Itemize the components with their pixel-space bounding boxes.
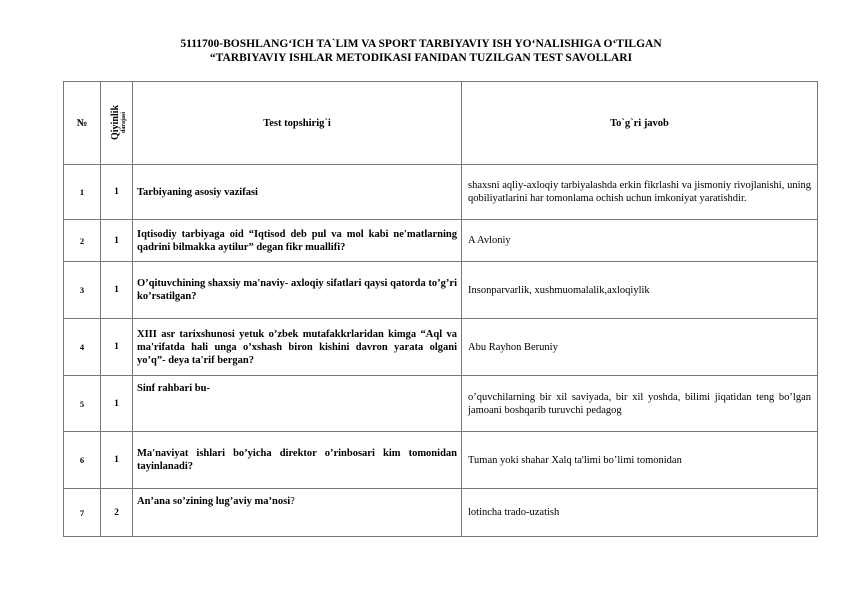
row-number: 7 xyxy=(64,489,101,537)
row-question: O’qituvchining shaxsiy ma'naviy- axloqiy sifatlari qaysi qatorda to’g’ri ko’rsatilgan? xyxy=(133,262,462,319)
title-line-2: “TARBIYAVIY ISHLAR METODIKASI FANIDAN TUZILGAN TEST SAVOLLARI xyxy=(209,52,633,64)
header-answer: To`g`ri javob xyxy=(462,82,818,165)
table-header-row xyxy=(64,82,818,165)
header-level xyxy=(101,82,133,165)
row-number: 2 xyxy=(64,220,101,262)
row-level: 1 xyxy=(101,319,133,376)
document-title xyxy=(0,37,842,65)
row-question: Sinf rahbari bu- xyxy=(133,376,462,432)
row-question: Iqtisodiy tarbiyaga oid “Iqtisod deb pul va mol kabi ne'matlarning qadrini bilmakka aytilur” degan fikr muallifi? xyxy=(133,220,462,262)
row-level: 1 xyxy=(101,165,133,220)
header-level-subtext: darajasi xyxy=(121,112,128,134)
row-question: Ma'naviyat ishlari bo’yicha direktor o’rinbosari kim tomonidan tayinlanadi? xyxy=(133,432,462,489)
row-answer: shaxsni aqliy-axloqiy tarbiyalashda erkin fikrlashi va jismoniy rivojlanishi, uning qobiliyatlarini har tomonlama ochish uchun imkoniyat yaratishdir. xyxy=(462,165,818,220)
table-row xyxy=(64,376,818,432)
row-level: 1 xyxy=(101,432,133,489)
row-answer: Abu Rayhon Beruniy xyxy=(462,319,818,376)
table-row xyxy=(64,319,818,376)
header-level-text: Qiyinlik xyxy=(110,104,122,141)
row-number: 1 xyxy=(64,165,101,220)
row-level: 1 xyxy=(101,376,133,432)
row-number: 3 xyxy=(64,262,101,319)
row-level: 2 xyxy=(101,489,133,537)
row-question: An’ana so’zining lug’aviy ma’nosi xyxy=(137,496,291,507)
header-number: № xyxy=(64,82,101,165)
row-answer: o’quvchilarning bir xil saviyada, bir xil yoshda, bilimi jiqatidan teng bo’lgan jamoani boshqarib turuvchi pedagog xyxy=(462,376,818,432)
table-row xyxy=(64,489,818,537)
table-row xyxy=(64,220,818,262)
row-level: 1 xyxy=(101,220,133,262)
row-answer: Tuman yoki shahar Xalq ta'limi bo’limi tomonidan xyxy=(462,432,818,489)
row-answer: A Avloniy xyxy=(462,220,818,262)
row-level: 1 xyxy=(101,262,133,319)
table-row xyxy=(64,165,818,220)
row-number: 5 xyxy=(64,376,101,432)
table-row xyxy=(64,262,818,319)
row-question-suffix: ? xyxy=(290,496,295,507)
header-level-label xyxy=(110,105,127,140)
row-number: 6 xyxy=(64,432,101,489)
row-number: 4 xyxy=(64,319,101,376)
test-questions-table xyxy=(63,81,818,537)
row-question: Tarbiyaning asosiy vazifasi xyxy=(133,165,462,220)
header-question: Test topshirig`i xyxy=(133,82,462,165)
row-answer: lotincha trado-uzatish xyxy=(462,489,818,537)
row-answer: Insonparvarlik, xushmuomalalik,axloqiylik xyxy=(462,262,818,319)
table-row xyxy=(64,432,818,489)
row-question-cell xyxy=(133,489,462,537)
title-line-1: 5111700-BOSHLANG‘ICH TA`LIM VA SPORT TARBIYAVIY ISH YO‘NALISHIGA O‘TILGAN xyxy=(180,38,662,50)
row-question: XIII asr tarixshunosi yetuk o’zbek mutafakkrlaridan kimga “Aql va ma'rifatda hali unga o’xshash biron kishini davron yarata olgani yo’q”- deya ta'rif bergan? xyxy=(133,319,462,376)
